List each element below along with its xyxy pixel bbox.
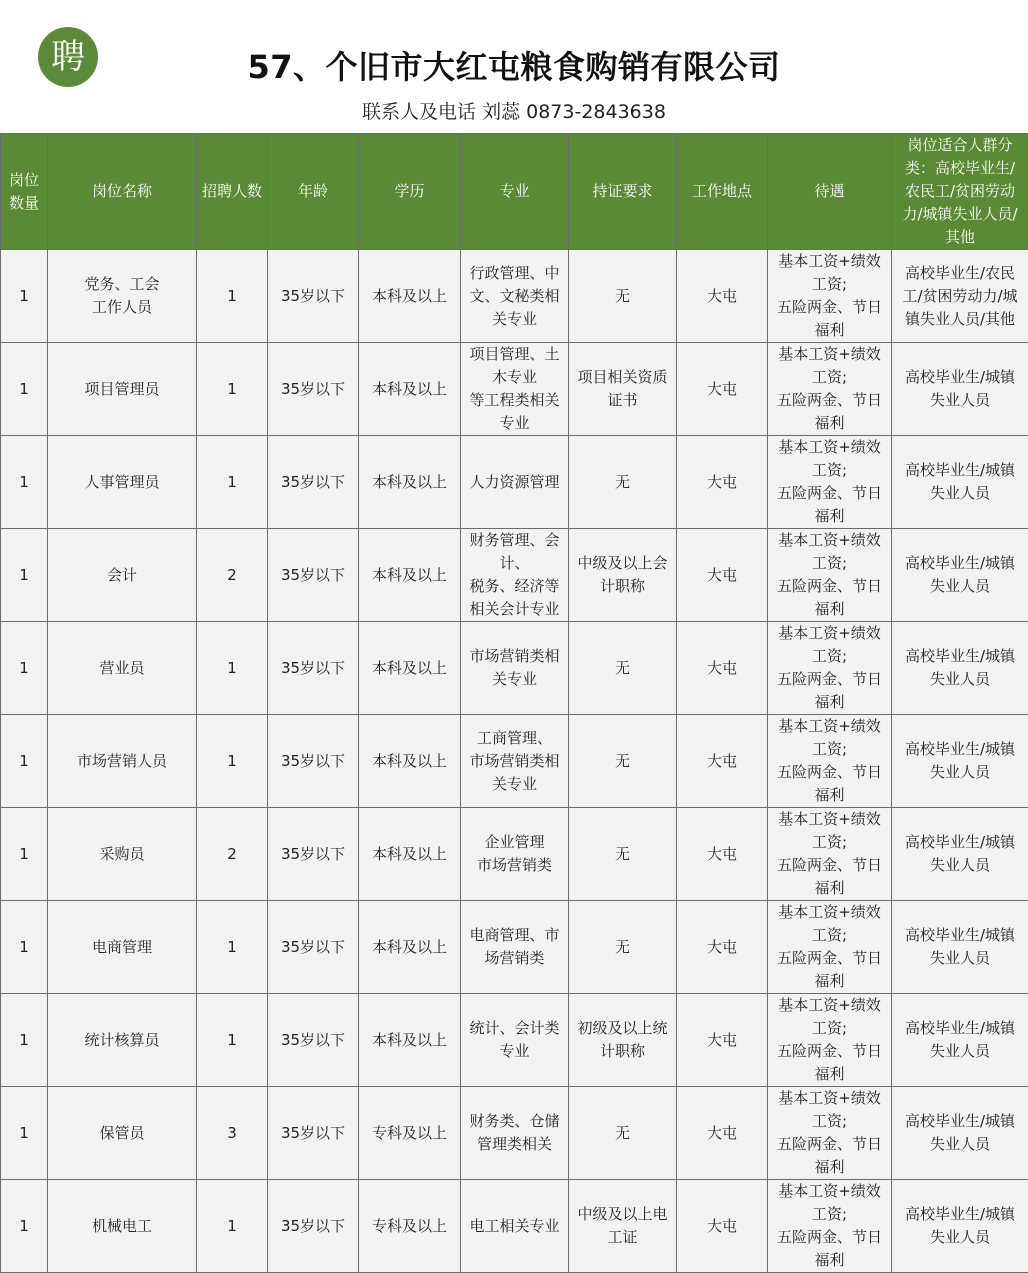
cell-certificate: 初级及以上统 计职称 [569,994,677,1087]
cell-age: 35岁以下 [268,343,359,436]
cell-target-group: 高校毕业生/城镇 失业人员 [892,343,1028,436]
cell-certificate: 无 [569,436,677,529]
cell-major: 财务类、仓储 管理类相关 [461,1087,569,1180]
cell-certificate: 无 [569,901,677,994]
table-row [1,901,1028,994]
table-row [1,529,1028,622]
table-row [1,808,1028,901]
col-header-education: 学历 [359,134,461,250]
cell-work-location: 大屯 [677,436,768,529]
cell-position-count: 1 [1,808,48,901]
cell-hire-count: 1 [197,622,268,715]
cell-major: 电工相关专业 [461,1180,569,1273]
cell-certificate: 无 [569,250,677,343]
cell-target-group: 高校毕业生/城镇 失业人员 [892,808,1028,901]
table-row [1,436,1028,529]
cell-age: 35岁以下 [268,436,359,529]
col-header-benefits: 待遇 [768,134,892,250]
cell-benefits: 基本工资+绩效 工资; 五险两金、节日 福利 [768,250,892,343]
cell-work-location: 大屯 [677,808,768,901]
cell-work-location: 大屯 [677,1087,768,1180]
col-header-hire-count: 招聘人数 [197,134,268,250]
cell-target-group: 高校毕业生/城镇 失业人员 [892,901,1028,994]
cell-major: 电商管理、市 场营销类 [461,901,569,994]
cell-certificate: 无 [569,1087,677,1180]
cell-position-name: 会计 [48,529,197,622]
page-header [0,0,1028,133]
cell-age: 35岁以下 [268,901,359,994]
cell-position-name: 营业员 [48,622,197,715]
cell-target-group: 高校毕业生/城镇 失业人员 [892,622,1028,715]
cell-age: 35岁以下 [268,715,359,808]
cell-major: 工商管理、 市场营销类相 关专业 [461,715,569,808]
contact-info: 联系人及电话 刘蕊 0873-2843638 [0,97,1028,124]
cell-target-group: 高校毕业生/城镇 失业人员 [892,994,1028,1087]
cell-position-name: 党务、工会 工作人员 [48,250,197,343]
cell-target-group: 高校毕业生/城镇 失业人员 [892,1180,1028,1273]
cell-education: 本科及以上 [359,901,461,994]
cell-benefits: 基本工资+绩效 工资; 五险两金、节日 福利 [768,436,892,529]
cell-major: 行政管理、中 文、文秘类相 关专业 [461,250,569,343]
cell-target-group: 高校毕业生/农民 工/贫困劳动力/城 镇失业人员/其他 [892,250,1028,343]
cell-benefits: 基本工资+绩效 工资; 五险两金、节日 福利 [768,994,892,1087]
table-row [1,1087,1028,1180]
cell-position-name: 人事管理员 [48,436,197,529]
cell-target-group: 高校毕业生/城镇 失业人员 [892,715,1028,808]
table-row [1,1180,1028,1273]
cell-work-location: 大屯 [677,250,768,343]
table-row [1,343,1028,436]
cell-major: 市场营销类相 关专业 [461,622,569,715]
cell-hire-count: 1 [197,994,268,1087]
col-header-major: 专业 [461,134,569,250]
cell-certificate: 无 [569,808,677,901]
cell-education: 本科及以上 [359,529,461,622]
cell-position-name: 电商管理 [48,901,197,994]
cell-major: 财务管理、会 计、 税务、经济等 相关会计专业 [461,529,569,622]
cell-work-location: 大屯 [677,343,768,436]
table-row [1,622,1028,715]
cell-major: 人力资源管理 [461,436,569,529]
cell-education: 本科及以上 [359,715,461,808]
cell-position-count: 1 [1,1087,48,1180]
cell-hire-count: 1 [197,715,268,808]
col-header-position-name: 岗位名称 [48,134,197,250]
cell-hire-count: 1 [197,343,268,436]
cell-age: 35岁以下 [268,529,359,622]
cell-benefits: 基本工资+绩效 工资; 五险两金、节日 福利 [768,715,892,808]
cell-position-count: 1 [1,343,48,436]
cell-target-group: 高校毕业生/城镇 失业人员 [892,436,1028,529]
cell-hire-count: 1 [197,436,268,529]
cell-position-count: 1 [1,529,48,622]
recruitment-table [0,133,1028,1273]
cell-position-count: 1 [1,901,48,994]
cell-age: 35岁以下 [268,1087,359,1180]
cell-position-name: 市场营销人员 [48,715,197,808]
cell-position-name: 项目管理员 [48,343,197,436]
cell-hire-count: 1 [197,1180,268,1273]
cell-certificate: 无 [569,622,677,715]
cell-benefits: 基本工资+绩效 工资; 五险两金、节日 福利 [768,343,892,436]
col-header-work-location: 工作地点 [677,134,768,250]
cell-hire-count: 2 [197,529,268,622]
col-header-certificate: 持证要求 [569,134,677,250]
cell-education: 本科及以上 [359,250,461,343]
cell-position-count: 1 [1,622,48,715]
cell-benefits: 基本工资+绩效 工资; 五险两金、节日 福利 [768,622,892,715]
badge-text: 聘 [51,40,85,74]
cell-target-group: 高校毕业生/城镇 失业人员 [892,1087,1028,1180]
cell-certificate: 项目相关资质 证书 [569,343,677,436]
cell-position-name: 采购员 [48,808,197,901]
cell-benefits: 基本工资+绩效 工资; 五险两金、节日 福利 [768,1087,892,1180]
cell-education: 本科及以上 [359,343,461,436]
cell-major: 企业管理 市场营销类 [461,808,569,901]
cell-age: 35岁以下 [268,622,359,715]
table-row [1,994,1028,1087]
cell-position-count: 1 [1,436,48,529]
cell-position-count: 1 [1,1180,48,1273]
cell-age: 35岁以下 [268,808,359,901]
page-title: 57、个旧市大红屯粮食购销有限公司 [0,42,1028,88]
cell-benefits: 基本工资+绩效 工资; 五险两金、节日 福利 [768,901,892,994]
cell-major: 项目管理、土 木专业 等工程类相关 专业 [461,343,569,436]
cell-education: 专科及以上 [359,1180,461,1273]
cell-position-count: 1 [1,250,48,343]
cell-benefits: 基本工资+绩效 工资; 五险两金、节日 福利 [768,529,892,622]
cell-position-count: 1 [1,994,48,1087]
cell-age: 35岁以下 [268,250,359,343]
cell-major: 统计、会计类 专业 [461,994,569,1087]
cell-certificate: 中级及以上电 工证 [569,1180,677,1273]
col-header-age: 年龄 [268,134,359,250]
cell-work-location: 大屯 [677,622,768,715]
col-header-position-count: 岗位 数量 [1,134,48,250]
cell-hire-count: 2 [197,808,268,901]
cell-age: 35岁以下 [268,1180,359,1273]
cell-hire-count: 1 [197,901,268,994]
cell-work-location: 大屯 [677,1180,768,1273]
cell-education: 本科及以上 [359,994,461,1087]
cell-age: 35岁以下 [268,994,359,1087]
cell-work-location: 大屯 [677,994,768,1087]
col-header-target-group: 岗位适合人群分 类：高校毕业生/ 农民工/贫困劳动 力/城镇失业人员/ 其他 [892,134,1028,250]
cell-position-count: 1 [1,715,48,808]
cell-education: 专科及以上 [359,1087,461,1180]
cell-education: 本科及以上 [359,436,461,529]
cell-work-location: 大屯 [677,901,768,994]
table-row [1,715,1028,808]
cell-certificate: 无 [569,715,677,808]
table-header-row [1,134,1028,250]
cell-hire-count: 1 [197,250,268,343]
cell-certificate: 中级及以上会 计职称 [569,529,677,622]
table-row [1,250,1028,343]
cell-work-location: 大屯 [677,529,768,622]
cell-benefits: 基本工资+绩效 工资; 五险两金、节日 福利 [768,808,892,901]
cell-position-name: 机械电工 [48,1180,197,1273]
cell-position-name: 保管员 [48,1087,197,1180]
cell-work-location: 大屯 [677,715,768,808]
cell-benefits: 基本工资+绩效 工资; 五险两金、节日 福利 [768,1180,892,1273]
cell-position-name: 统计核算员 [48,994,197,1087]
cell-hire-count: 3 [197,1087,268,1180]
cell-education: 本科及以上 [359,808,461,901]
cell-target-group: 高校毕业生/城镇 失业人员 [892,529,1028,622]
cell-education: 本科及以上 [359,622,461,715]
